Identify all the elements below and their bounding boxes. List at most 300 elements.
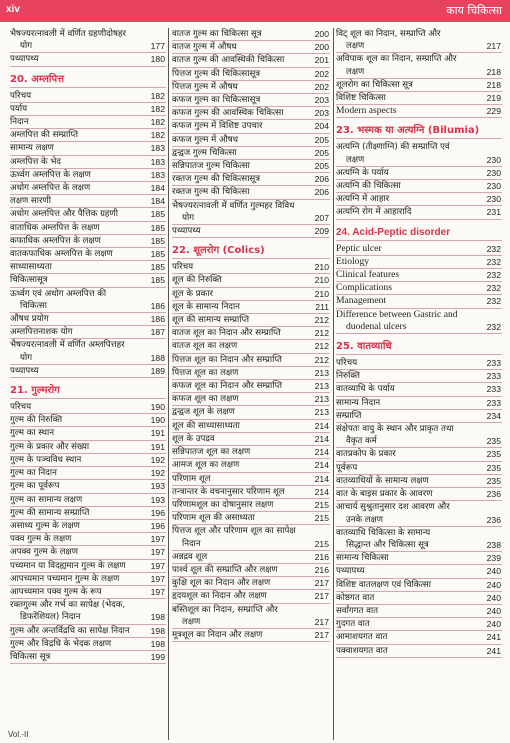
toc-entry-title: अविपाक शूल का निदान, सम्प्राप्ति और	[336, 54, 457, 65]
toc-page-number: 230	[486, 167, 501, 178]
toc-page-number: 200	[314, 42, 329, 53]
toc-page-number: 206	[314, 174, 329, 185]
toc-entry	[10, 480, 166, 493]
toc-entry-title-continued: लक्षण	[346, 41, 365, 52]
toc-entry	[172, 327, 330, 340]
toc-page-number: 235	[486, 475, 501, 486]
toc-entry	[10, 599, 166, 624]
toc-entry-title-continued: योग	[20, 41, 33, 52]
toc-page-number: 197	[150, 586, 165, 597]
toc-page-number: 190	[150, 402, 165, 413]
toc-entry	[336, 527, 502, 552]
toc-page-number: 183	[150, 169, 165, 180]
toc-page-number: 232	[486, 270, 501, 281]
toc-page-number: 235	[486, 436, 501, 447]
toc-page-number: 183	[150, 143, 165, 154]
toc-page-number: 236	[486, 489, 501, 500]
toc-entry	[172, 590, 330, 603]
toc-page-number: 205	[314, 161, 329, 172]
toc-entry	[336, 92, 502, 105]
toc-page-number: 191	[150, 441, 165, 452]
toc-entry	[10, 586, 166, 599]
toc-page-number: 197	[150, 560, 165, 571]
page-number-label: xiv	[6, 4, 20, 15]
toc-entry	[336, 79, 502, 92]
toc-entry	[10, 222, 166, 235]
toc-entry-title: गुल्म का निदान	[10, 468, 57, 479]
toc-entry	[10, 414, 166, 427]
toc-entry-title: ऊर्ध्वग एवं अधोग अम्लपित्त की	[10, 288, 107, 299]
toc-entry-title: परिणाम शूल	[172, 473, 211, 484]
toc-page-number: 230	[486, 181, 501, 192]
toc-entry-title: पथ्यापथ्य	[10, 54, 39, 65]
toc-entry-title: गुदगत वात	[336, 619, 370, 630]
toc-page-number: 230	[486, 194, 501, 205]
toc-entry	[10, 182, 166, 195]
toc-entry	[10, 441, 166, 454]
toc-page-number: 209	[314, 226, 329, 237]
toc-page-number: 212	[314, 354, 329, 365]
toc-entry	[10, 546, 166, 559]
toc-entry-title: द्वन्द्वज गुल्म चिकित्सा	[172, 147, 237, 158]
toc-entry-title: Management	[336, 295, 387, 307]
toc-page-number: 232	[486, 243, 501, 254]
toc-entry-title: कोष्ठगत वात	[336, 592, 375, 603]
toc-entry-title: औषध प्रयोग	[10, 314, 49, 325]
toc-entry	[336, 462, 502, 475]
toc-entry-title-continued: वैकृत कर्म	[346, 436, 377, 447]
toc-entry-title: शूल की निरुक्ति	[172, 275, 222, 286]
toc-entry-title: सामान्य चिकित्सा	[336, 553, 389, 564]
toc-entry-title: पित्तज गुल्म में औषध	[172, 81, 238, 92]
toc-page-number: 193	[150, 481, 165, 492]
toc-entry-title: पित्तज शूल का निदान और सम्प्राप्ति	[172, 354, 282, 365]
toc-entry-title: शूलरोग का चिकित्सा सूत्र	[336, 79, 413, 90]
toc-entry	[336, 105, 502, 118]
toc-entry-title: असाध्य गुल्म के लक्षण	[10, 520, 80, 531]
toc-page-number: 185	[150, 249, 165, 260]
toc-entry	[336, 552, 502, 565]
toc-page-number: 196	[150, 507, 165, 518]
toc-entry	[172, 107, 330, 120]
toc-entry-title: पच्यमान या विदह्यमान गुल्म के लक्षण	[10, 560, 126, 571]
toc-entry	[336, 206, 502, 219]
toc-entry	[172, 406, 330, 419]
toc-page-number: 216	[314, 564, 329, 575]
toc-page-number: 233	[486, 397, 501, 408]
toc-entry	[336, 631, 502, 644]
toc-entry	[10, 573, 166, 586]
toc-entry-title: परिचय	[10, 402, 32, 413]
toc-entry-title: सर्वांगगत वात	[336, 605, 379, 616]
toc-entry-title: गुल्म के प्रकार और संख्या	[10, 441, 90, 452]
toc-entry-title: विट् शूल का निदान, सम्प्राप्ति और	[336, 29, 441, 39]
toc-page-number: 215	[314, 499, 329, 510]
toc-entry-title: संक्षेपतः वायु के स्थान और प्राकृत तथा	[336, 424, 454, 435]
toc-entry-title: Complications	[336, 282, 392, 294]
toc-entry-title: वातज शूल का लक्षण	[172, 341, 238, 352]
section-heading: 21. गुल्मरोग	[10, 384, 166, 399]
toc-page-number: 182	[150, 117, 165, 128]
toc-page-number: 206	[314, 187, 329, 198]
toc-entry	[172, 525, 330, 550]
toc-entry-title: पथ्यापथ्य	[336, 566, 365, 577]
toc-page-number: 236	[486, 514, 501, 525]
toc-page-number: 197	[150, 573, 165, 584]
toc-entry	[10, 520, 166, 533]
toc-entry-title: शूल की सामान्य सम्प्राप्ति	[172, 315, 250, 326]
toc-entry-title: अत्यग्नि रोग में आहारादि	[336, 207, 412, 218]
toc-entry-title: वातव्याधियों के सामान्य लक्षण	[336, 475, 429, 486]
toc-entry	[336, 256, 502, 269]
toc-entry-title: Clinical features	[336, 269, 400, 281]
toc-entry	[10, 365, 166, 378]
toc-page-number: 197	[150, 547, 165, 558]
toc-entry	[172, 160, 330, 173]
toc-entry	[172, 354, 330, 367]
toc-entry	[336, 475, 502, 488]
toc-page-number: 213	[314, 394, 329, 405]
toc-entry-title-continued: डिफरेंशियल) निदान	[20, 612, 81, 623]
toc-entry-title: गुल्म और विद्रधि के भेदक लक्षण	[10, 638, 112, 649]
toc-entry	[336, 501, 502, 526]
toc-entry-title-continued: योग	[20, 352, 33, 363]
toc-entry	[336, 295, 502, 308]
toc-entry	[10, 90, 166, 103]
toc-entry-title: विशिष्ट चिकित्सा	[336, 93, 386, 104]
toc-page-number: 231	[486, 207, 501, 218]
toc-entry-title: अधोग अम्लपित्त और पैत्तिक ग्रहणी	[10, 209, 118, 220]
toc-entry-title: सामान्य लक्षण	[10, 143, 54, 154]
toc-entry-title: हृदयशूल का निदान और लक्षण	[172, 591, 267, 602]
toc-entry-title: तन्त्रान्तर के वचनानुसार परिणाम शूल	[172, 486, 285, 497]
toc-entry	[336, 592, 502, 605]
toc-entry-title: विशिष्ट वातलक्षण एवं चिकित्सा	[336, 579, 431, 590]
toc-page-number: 218	[486, 66, 501, 77]
toc-entry	[172, 433, 330, 446]
section-heading: 24. Acid-Peptic disorder	[336, 226, 502, 241]
toc-page-number: 214	[314, 486, 329, 497]
book-title: काय चिकित्सा	[446, 4, 502, 17]
toc-entry-title: आचार्य सुश्रुतानुसार दश आवरण और	[336, 502, 450, 513]
toc-page-number: 197	[150, 534, 165, 545]
toc-entry	[336, 28, 502, 53]
toc-page-number: 180	[150, 54, 165, 65]
toc-entry-title: परिचय	[336, 358, 358, 369]
toc-entry	[172, 314, 330, 327]
toc-page-number: 232	[486, 296, 501, 307]
toc-entry-title: ऊर्ध्वग अम्लपित्त के लक्षण	[10, 169, 91, 180]
toc-entry	[10, 560, 166, 573]
toc-entry	[172, 604, 330, 629]
column-divider	[333, 28, 334, 740]
toc-entry-title: वातव्याधि के पर्याय	[336, 384, 395, 395]
toc-page-number: 203	[314, 95, 329, 106]
toc-entry	[172, 499, 330, 512]
toc-page-number: 203	[314, 108, 329, 119]
section-heading: 25. वातव्याधि	[336, 340, 502, 355]
toc-page-number: 177	[150, 41, 165, 52]
toc-entry	[336, 309, 502, 334]
toc-page-number: 205	[314, 147, 329, 158]
toc-entry	[172, 446, 330, 459]
toc-entry	[10, 507, 166, 520]
toc-entry-title: साध्यासाध्यता	[10, 262, 52, 273]
toc-entry	[10, 427, 166, 440]
toc-entry	[10, 625, 166, 638]
toc-entry	[172, 94, 330, 107]
toc-entry-title: लक्षण सारणी	[10, 196, 51, 207]
toc-page-number: 185	[150, 209, 165, 220]
toc-entry	[10, 156, 166, 169]
toc-page-number: 217	[486, 41, 501, 52]
toc-page-number: 184	[150, 183, 165, 194]
toc-entry	[336, 193, 502, 206]
toc-entry	[172, 261, 330, 274]
toc-entry	[10, 116, 166, 129]
toc-page-number: 219	[486, 93, 501, 104]
toc-entry	[172, 274, 330, 287]
toc-page-number: 189	[150, 365, 165, 376]
toc-column-3	[336, 28, 502, 740]
toc-entry	[336, 423, 502, 448]
toc-entry-title: अन्नद्रव शूल	[172, 551, 208, 562]
toc-entry-title: अत्यग्नि में आहार	[336, 194, 390, 205]
toc-entry-title: भैषज्यरत्नावली में वर्णित ग्रहणीदोषहर	[10, 29, 127, 39]
toc-page-number: 185	[150, 235, 165, 246]
toc-page-number: 187	[150, 327, 165, 338]
toc-entry-title-continued: चिकित्सा	[20, 300, 48, 311]
toc-entry	[336, 383, 502, 396]
toc-page-number: 210	[314, 275, 329, 286]
toc-entry	[172, 577, 330, 590]
toc-page-number: 234	[486, 410, 501, 421]
toc-entry-title: शूल के उपद्रव	[172, 433, 215, 444]
toc-entry-title: चिकित्सा सूत्र	[10, 651, 51, 662]
toc-page-number: 201	[314, 55, 329, 66]
toc-entry	[172, 200, 330, 225]
toc-page-number: 192	[150, 468, 165, 479]
toc-page-number: 232	[486, 256, 501, 267]
toc-page-number: 212	[314, 341, 329, 352]
toc-entry-title: गुल्म की निरुक्ति	[10, 415, 63, 426]
toc-entry-title: पार्श्व शूल की सम्प्राप्ति और लक्षण	[172, 564, 278, 575]
toc-page-number: 240	[486, 619, 501, 630]
toc-entry-title: पक्वाशयगत वात	[336, 645, 388, 656]
toc-page-number: 235	[486, 462, 501, 473]
toc-page-number: 240	[486, 579, 501, 590]
toc-entry	[336, 448, 502, 461]
toc-page-number: 233	[486, 371, 501, 382]
toc-entry	[172, 225, 330, 238]
toc-page-number: 235	[486, 449, 501, 460]
toc-entry	[172, 473, 330, 486]
toc-page-number: 198	[150, 625, 165, 636]
toc-page-number: 217	[314, 591, 329, 602]
toc-entry-title: रक्तगुल्म और गर्भ का सापेक्ष (भेदक,	[10, 600, 126, 611]
toc-entry-title: आपच्यमान पक्व गुल्म के रूप	[10, 586, 102, 597]
toc-entry-title: परिणाम शूल की असाध्यता	[172, 513, 255, 524]
toc-page-number: 182	[150, 90, 165, 101]
toc-entry	[10, 129, 166, 142]
toc-entry-title: Etiology	[336, 255, 370, 267]
toc-page-number: 212	[314, 328, 329, 339]
toc-entry-title: कफज गुल्म की आवस्थिक चिकित्सा	[172, 108, 284, 119]
toc-entry-title: चिकित्सासूत्र	[10, 275, 48, 286]
toc-page-number: 229	[486, 106, 501, 117]
volume-label: Vol.-II	[8, 730, 29, 739]
toc-entry	[10, 235, 166, 248]
toc-entry-title-continued: लक्षण	[346, 66, 365, 77]
toc-entry-title: परिचय	[172, 262, 194, 273]
toc-entry	[172, 564, 330, 577]
toc-entry	[172, 68, 330, 81]
toc-entry-title: सन्निपातज शूल का लक्षण	[172, 447, 251, 458]
toc-entry-title: अत्यग्नि की चिकित्सा	[336, 181, 401, 192]
toc-page-number: 202	[314, 81, 329, 92]
toc-entry	[336, 618, 502, 631]
toc-page-number: 233	[486, 384, 501, 395]
toc-entry	[172, 41, 330, 54]
toc-entry	[172, 486, 330, 499]
toc-entry-title-continued: उनके लक्षण	[346, 514, 384, 525]
toc-entry-title: कुक्षि शूल का निदान और लक्षण	[172, 578, 271, 589]
toc-entry	[336, 357, 502, 370]
toc-entry-title: सन्निपातज गुल्म चिकित्सा	[172, 161, 250, 172]
toc-page-number: 188	[150, 352, 165, 363]
toc-page-number: 202	[314, 68, 329, 79]
toc-entry	[336, 269, 502, 282]
toc-page-number: 232	[486, 321, 501, 332]
toc-page-number: 238	[486, 539, 501, 550]
toc-page-number: 218	[486, 79, 501, 90]
toc-page-number: 199	[150, 651, 165, 662]
toc-page-number: 190	[150, 415, 165, 426]
toc-entry-title: वातज गुल्म का चिकित्सा सूत्र	[172, 29, 262, 39]
toc-entry-title: पित्तज गुल्म की चिकित्सासूत्र	[172, 68, 261, 79]
toc-page-number: 217	[314, 629, 329, 640]
toc-page-number: 216	[314, 551, 329, 562]
toc-entry	[172, 629, 330, 642]
toc-entry	[10, 103, 166, 116]
toc-entry-title: वात के बाइस प्रकार के आवरण	[336, 489, 433, 500]
toc-entry	[172, 512, 330, 525]
toc-entry-title: वातव्याधि चिकित्सा के सामान्य	[336, 527, 431, 538]
toc-entry	[172, 120, 330, 133]
toc-entry-title: कफज शूल का निदान और सम्प्राप्ति	[172, 381, 283, 392]
toc-entry	[10, 248, 166, 261]
toc-entry	[172, 186, 330, 199]
toc-page-number: 214	[314, 447, 329, 458]
toc-entry	[10, 142, 166, 155]
toc-entry-title: पथ्यापथ्य	[10, 365, 39, 376]
toc-entry-title-continued: लक्षण	[182, 616, 201, 627]
toc-page-number: 198	[150, 612, 165, 623]
toc-entry-title: सामान्य निदान	[336, 397, 381, 408]
toc-entry	[336, 141, 502, 166]
toc-entry	[10, 494, 166, 507]
toc-page-number: 240	[486, 566, 501, 577]
toc-column-1	[10, 28, 166, 740]
toc-page-number: 232	[486, 283, 501, 294]
toc-entry	[336, 243, 502, 256]
toc-page-number: 214	[314, 420, 329, 431]
toc-entry	[172, 551, 330, 564]
toc-entry-title: गुल्म का पूर्वरूप	[10, 481, 60, 492]
toc-entry-title: पक्व गुल्म के लक्षण	[10, 534, 72, 545]
toc-page-number: 193	[150, 494, 165, 505]
toc-entry	[336, 488, 502, 501]
toc-page-number: 198	[150, 638, 165, 649]
toc-entry-title: वाताधिक अम्लपित्त के लक्षण	[10, 222, 100, 233]
toc-page-number: 183	[150, 156, 165, 167]
toc-entry-title: पथ्यापथ्य	[172, 226, 201, 237]
toc-page-number: 239	[486, 553, 501, 564]
toc-entry	[10, 313, 166, 326]
toc-entry	[172, 340, 330, 353]
section-heading: 20. अम्लपित्त	[10, 73, 166, 88]
toc-entry-title: निदान	[10, 117, 29, 128]
toc-entry-title: भैषज्यरत्नावली में वर्णित गुल्महर विविध	[172, 200, 295, 211]
toc-entry	[172, 28, 330, 41]
toc-column-2	[172, 28, 330, 740]
toc-entry	[10, 339, 166, 364]
toc-entry	[336, 645, 502, 658]
toc-page-number: 185	[150, 222, 165, 233]
toc-entry-title: वातप्रकोप के प्रकार	[336, 449, 396, 460]
toc-entry-title: Peptic ulcer	[336, 242, 382, 254]
toc-entry	[10, 454, 166, 467]
toc-page-number: 186	[150, 314, 165, 325]
toc-entry-title: अपक्व गुल्म के लक्षण	[10, 547, 78, 558]
toc-entry-title: वातज गुल्म में औषध	[172, 42, 237, 53]
toc-entry	[10, 288, 166, 313]
toc-entry	[172, 173, 330, 186]
toc-entry	[336, 53, 502, 78]
toc-entry-title-continued: duodenal ulcers	[346, 320, 407, 332]
toc-page-number: 205	[314, 134, 329, 145]
toc-entry	[336, 579, 502, 592]
toc-entry-title: आमज शूल का लक्षण	[172, 460, 240, 471]
toc-entry	[172, 54, 330, 67]
toc-entry	[10, 169, 166, 182]
toc-entry-title: अधोग अम्लपित्त के लक्षण	[10, 183, 91, 194]
toc-entry	[10, 533, 166, 546]
toc-entry	[336, 397, 502, 410]
toc-page-number: 240	[486, 592, 501, 603]
toc-page-number: 207	[314, 212, 329, 223]
toc-entry-title: कफाधिक अम्लपित्त के लक्षण	[10, 235, 101, 246]
toc-page-number: 240	[486, 605, 501, 616]
toc-entry-title: शूल के प्रकार	[172, 288, 213, 299]
toc-entry	[10, 467, 166, 480]
toc-entry-title: कफज गुल्म में औषध	[172, 134, 238, 145]
toc-page-number: 185	[150, 262, 165, 273]
toc-entry-title: आमाशयगत वात	[336, 632, 388, 643]
toc-entry-title-continued: योग	[182, 212, 195, 223]
toc-entry-title: गुल्म का सामान्य लक्षण	[10, 494, 83, 505]
toc-entry-title: शूल की साध्यासाध्यता	[172, 420, 240, 431]
toc-entry-title: द्वन्द्वज शूल के लक्षण	[172, 407, 235, 418]
toc-page-number: 241	[486, 645, 501, 656]
toc-entry-title: गुल्म के पञ्चविध स्थान	[10, 454, 82, 465]
toc-entry	[336, 282, 502, 295]
toc-entry-title: शूल के सामान्य निदान	[172, 301, 240, 312]
toc-entry	[10, 651, 166, 664]
page-header	[0, 0, 510, 22]
toc-page-number: 217	[314, 616, 329, 627]
toc-entry-title: अम्लपित्त के भेद	[10, 156, 61, 167]
